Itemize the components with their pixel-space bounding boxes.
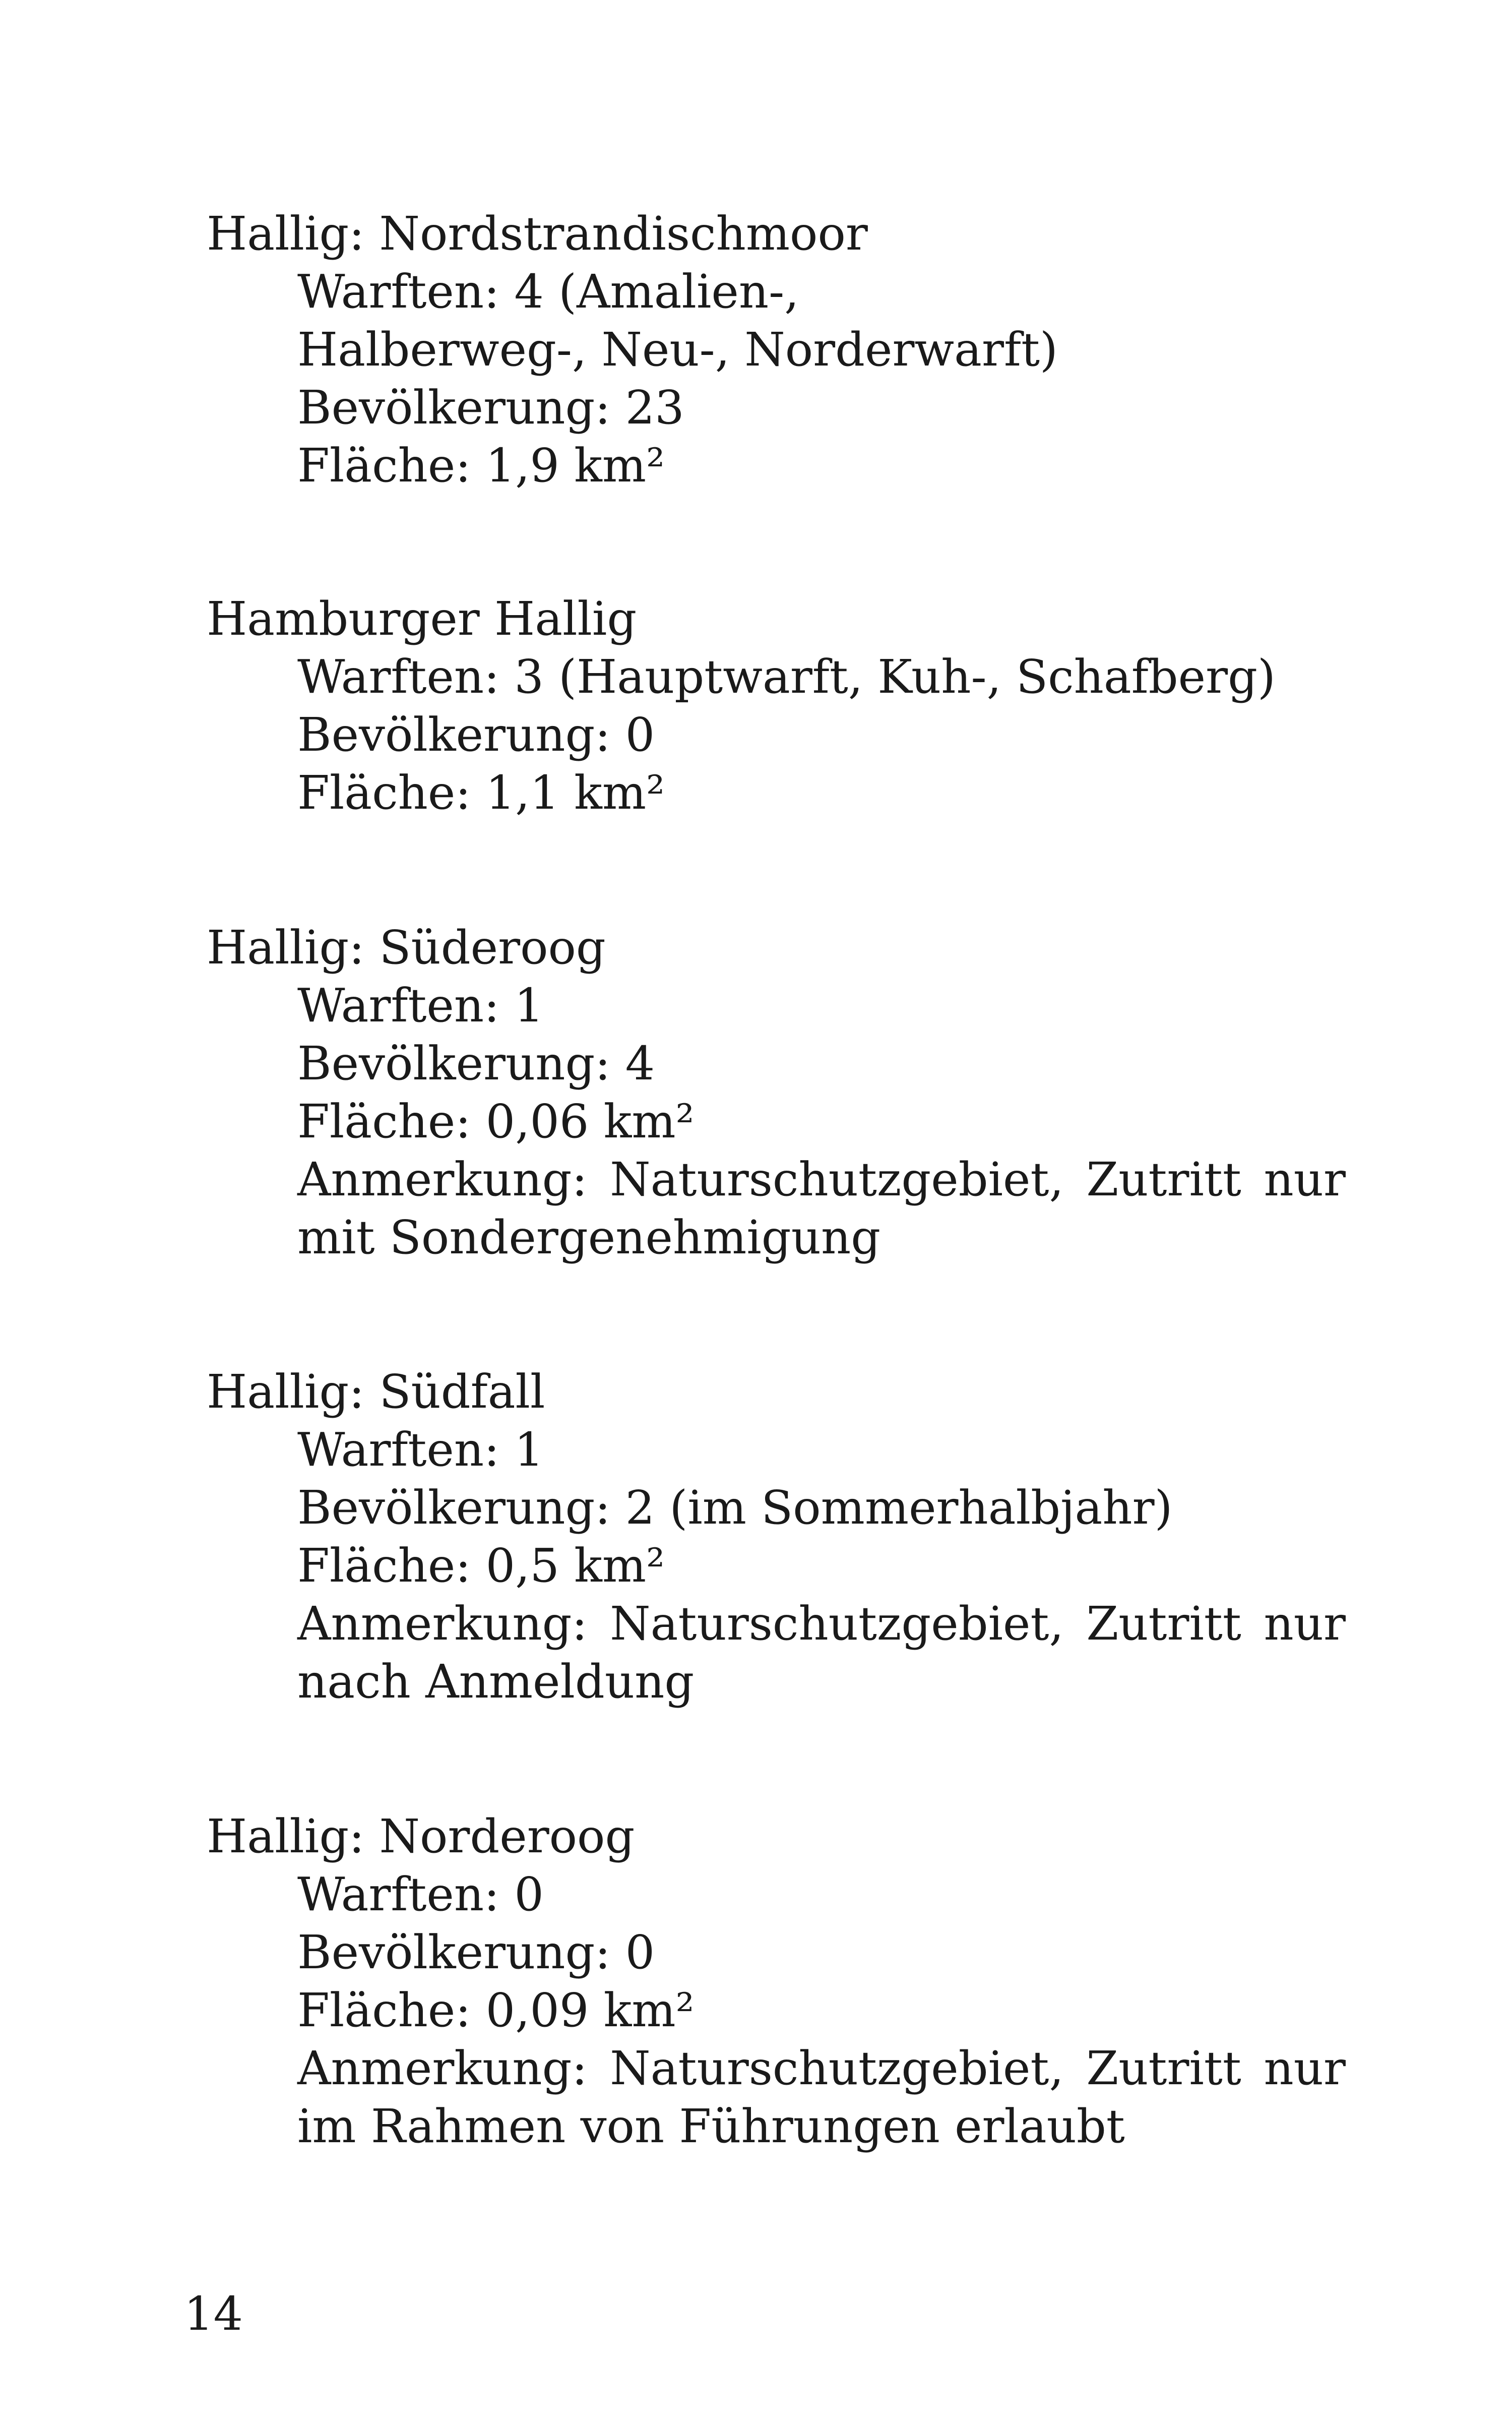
population-line: Bevölkerung: 0 <box>297 708 655 762</box>
entry-title: Hallig: Süderoog <box>207 921 606 975</box>
warften-line: Warften: 3 (Hauptwarft, Kuh-, Schafberg) <box>297 650 1276 704</box>
page-number: 14 <box>184 2287 243 2341</box>
area-line: Fläche: 1,9 km² <box>297 439 665 493</box>
note-line: Anmerkung: Naturschutzgebiet, Zutritt nur mit Sondergenehmigung <box>297 1153 1346 1264</box>
population-line: Bevölkerung: 0 <box>297 1925 655 1979</box>
entry-title: Hamburger Hallig <box>207 592 637 646</box>
area-line: Fläche: 0,5 km² <box>297 1539 665 1593</box>
population-line: Bevölkerung: 23 <box>297 381 684 435</box>
warften-line: Warften: 4 (Amalien-, <box>297 265 799 319</box>
warften-line: Warften: 0 <box>297 1867 544 1921</box>
area-line: Fläche: 0,06 km² <box>297 1095 695 1148</box>
note-line: Anmerkung: Naturschutzgebiet, Zutritt nur im Rahmen von Führungen erlaubt <box>297 2041 1346 2153</box>
hallig-entry-nordstrandischmoor <box>207 205 1346 495</box>
population-line: Bevölkerung: 2 (im Sommerhalbjahr) <box>297 1481 1173 1535</box>
entry-details <box>297 648 1346 822</box>
entry-title: Hallig: Norderoog <box>207 1809 635 1863</box>
area-line: Fläche: 1,1 km² <box>297 766 665 820</box>
note-line: Anmerkung: Naturschutzgebiet, Zutritt nur nach Anmeldung <box>297 1597 1346 1709</box>
warften-line: Warften: 1 <box>297 979 544 1033</box>
population-line: Bevölkerung: 4 <box>297 1037 655 1091</box>
entry-title: Hallig: Nordstrandischmoor <box>207 207 868 261</box>
entry-title: Hallig: Südfall <box>207 1365 545 1419</box>
warften-continuation-line: Halberweg-, Neu-, Norderwarft) <box>297 323 1058 377</box>
area-line: Fläche: 0,09 km² <box>297 1983 695 2037</box>
hallig-entry-suedfall <box>207 1363 1346 1711</box>
hallig-entry-norderoog <box>207 1807 1346 2155</box>
entry-details <box>297 263 1346 495</box>
entry-details <box>297 1865 1346 2155</box>
entry-details <box>297 1421 1346 1711</box>
warften-line: Warften: 1 <box>297 1423 544 1477</box>
entry-details <box>297 977 1346 1266</box>
hallig-entry-suederoog <box>207 919 1346 1266</box>
hallig-entry-hamburger-hallig <box>207 590 1346 822</box>
